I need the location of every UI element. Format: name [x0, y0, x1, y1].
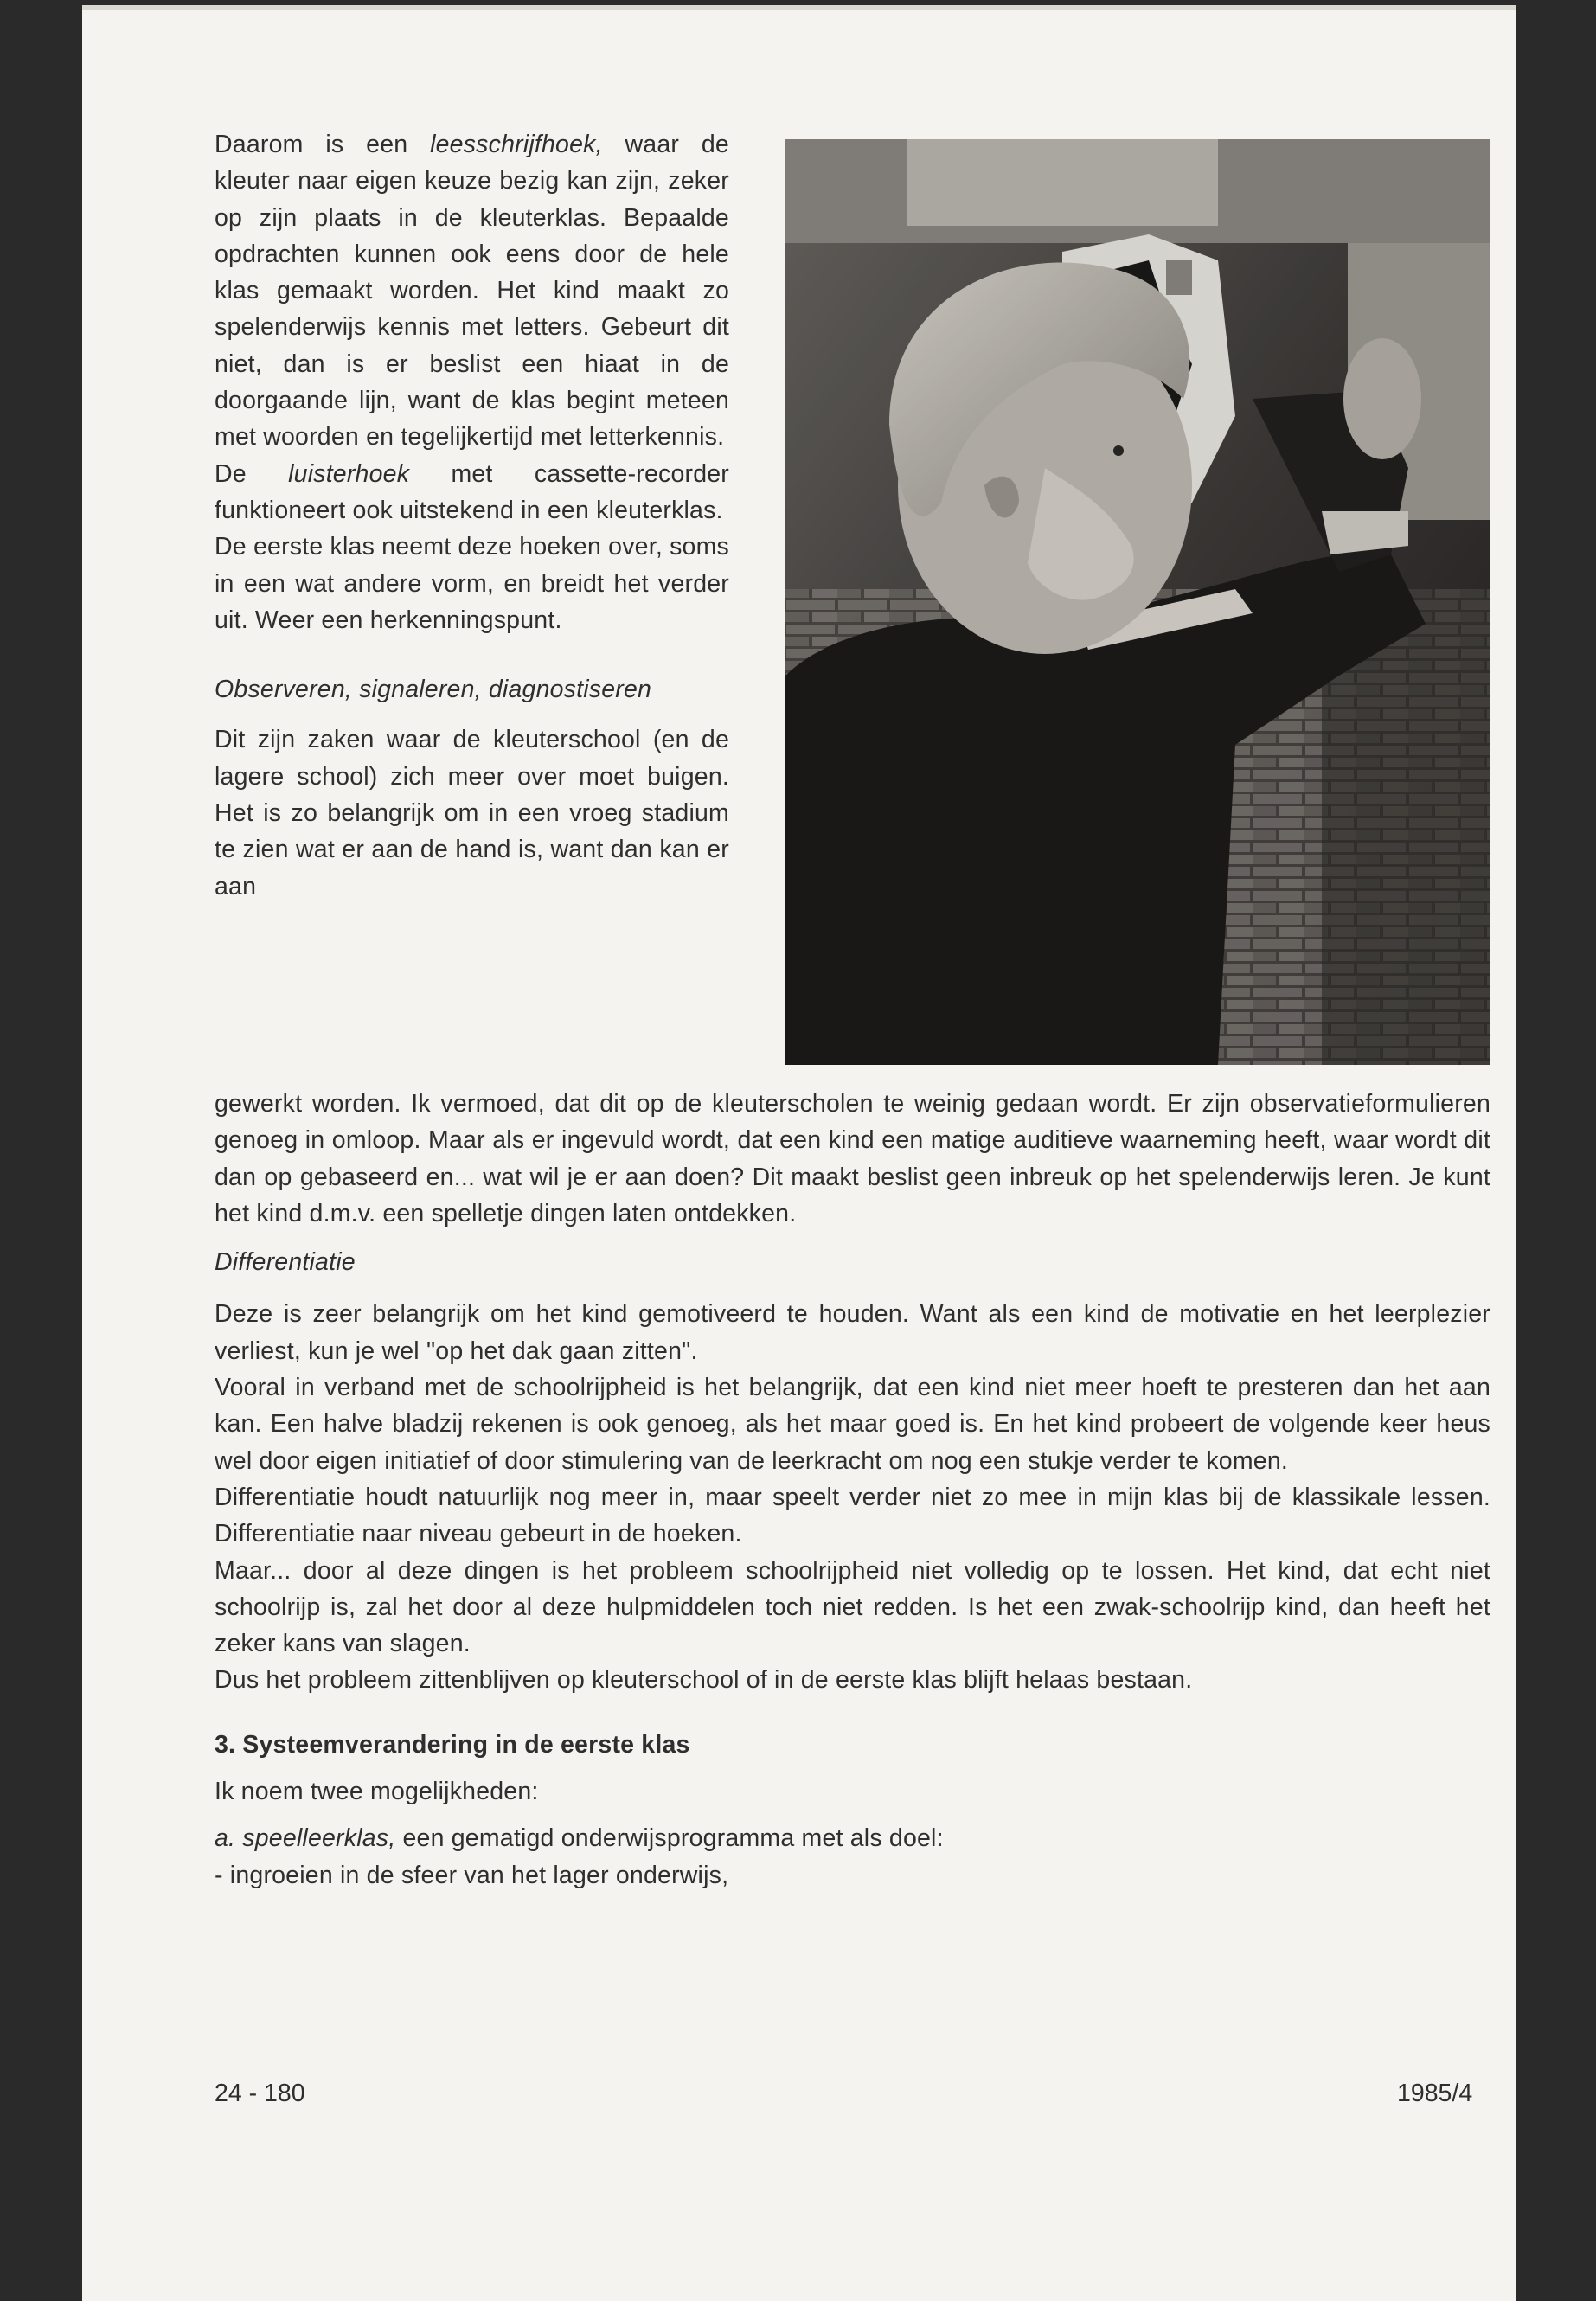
subheading-differentiatie: Differentiatie [215, 1248, 356, 1277]
paragraph: Ik noem twee mogelijkheden: [215, 1778, 539, 1806]
paragraph: gewerkt worden. Ik vermoed, dat dit op de kleuterscholen te weinig gedaan wordt. Er zijn observatieformulieren genoeg in omloop. Maar als er ingevuld wordt, dat een kind een matige auditieve waarneming heeft, waar wordt dit dan op gebaseerd en... wat wil je er aan doen? Dit maakt beslist geen inbreuk op het spelenderwijs leren. Je kunt het kind d.m.v. een spelletje dingen laten ontdekken. [215, 1090, 1490, 1227]
issue-number: 1985/4 [1397, 2080, 1473, 2107]
paragraph: Dus het probleem zittenblijven op kleuterschool of in de eerste klas blijft helaas bestaan. [215, 1666, 1193, 1695]
paragraph: Maar... door al deze dingen is het probleem schoolrijpheid niet volledig op te lossen. Het kind, dat echt niet schoolrijp is, zal het door al deze hulpmiddelen toch niet redden. Is het een zwak-schoolrijp kind, dan heeft het zeker kans van slagen. [215, 1556, 1490, 1658]
list-item: - ingroeien in de sfeer van het lager onderwijs, [215, 1861, 729, 1889]
paragraph: Dit zijn zaken waar de kleuterschool (en de lagere school) zich meer over moet buigen. Het is zo belangrijk om in een vroeg stadium te zien wat er aan de hand is, want dan kan er aan [215, 726, 729, 901]
photo-illustration [785, 139, 1490, 1065]
emphasis-term: a. speelleerklas, [215, 1824, 396, 1853]
emphasis-term: leesschrijfhoek, [430, 131, 603, 158]
subheading-observeren: Observeren, signaleren, diagnostiseren [215, 676, 652, 704]
paragraph: Daarom is een leesschrijfhoek, waar de kleuter naar eigen keuze bezig kan zijn, zeker op zijn plaats in de kleuterklas. Bepaalde opdrachten kunnen ook eens door de hele klas gemaakt worden. Het kind maakt zo spelenderwijs kennis met letters. Gebeurt dit niet, dan is er beslist een hiaat in de doorgaande lijn, want de klas begint meteen met woorden en tegelijkertijd met letterkennis. [215, 131, 729, 452]
page-number: 24 - 180 [215, 2080, 305, 2107]
page-top-edge [82, 5, 1516, 10]
paragraph: De eerste klas neemt deze hoeken over, soms in een wat andere vorm, en breidt het verder uit. Weer een herkenningspunt. [215, 533, 729, 634]
emphasis-term: luisterhoek [288, 459, 410, 488]
paragraph: Differentiatie houdt natuurlijk nog meer in, maar speelt verder niet zo mee in mijn klas bij de klassikale lessen. Differentiatie naar niveau gebeurt in de hoeken. [215, 1483, 1490, 1548]
photo-child-at-wall [785, 139, 1490, 1065]
paragraph: Deze is zeer belangrijk om het kind gemotiveerd te houden. Want als een kind de motivatie en het leerplezier verliest, kun je wel "op het dak gaan zitten". [215, 1300, 1490, 1365]
paragraph: De luisterhoek met cassette-recorder funktioneert ook uitstekend in een kleuterklas. [215, 459, 729, 524]
paragraph: Vooral in verband met de schoolrijpheid is het belangrijk, dat een kind niet meer hoeft te presteren dan het aan kan. Een halve bladzij rekenen is ook genoeg, als het maar goed is. En het kind probeert de volgende keer heus wel door eigen initiatief of door stimulering van de leerkracht om nog een stukje verder te komen. [215, 1374, 1490, 1475]
left-column-text [215, 126, 729, 905]
section-heading: 3. Systeemverandering in de eerste klas [215, 1730, 690, 1759]
list-item: a. speelleerklas, een gematigd onderwijsprogramma met als doel: [215, 1824, 944, 1853]
document-page [82, 5, 1516, 2301]
full-width-text [215, 1086, 1490, 1894]
